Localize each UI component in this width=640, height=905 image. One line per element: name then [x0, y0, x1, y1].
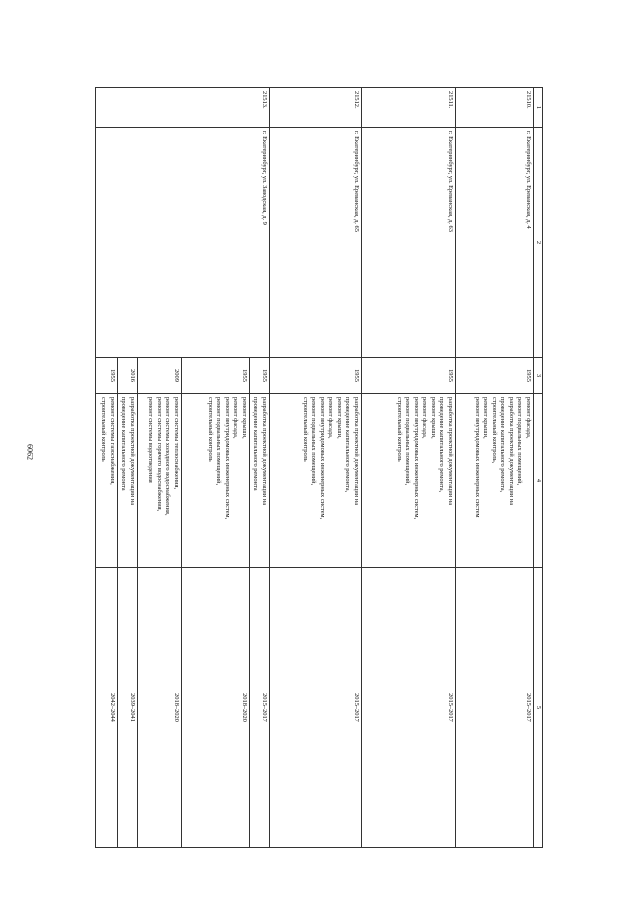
period-cell: 2042–2044 [95, 568, 117, 848]
work-item: строительный контроль [301, 397, 309, 462]
period-cell: 2015–2017 [269, 568, 361, 848]
header-col-5: 5 [533, 568, 542, 848]
year-cell: 2016 [117, 358, 137, 394]
works-cell [455, 394, 533, 568]
period-cell: 2018–2020 [137, 568, 181, 848]
work-item: ремонт крыши, [482, 397, 490, 439]
period-cell: 2015–2017 [455, 568, 533, 848]
year-cell: 2009 [137, 358, 181, 394]
header-col-2: 2 [533, 128, 542, 358]
row-number: 21510. [455, 88, 533, 128]
period-cell: 2018–2020 [181, 568, 249, 848]
work-item: ремонт подвальных помещений, [404, 397, 412, 486]
address-cell: г. Екатеринбург, ул. Заводская, д. 9 [95, 128, 269, 358]
works-cell [269, 394, 361, 568]
table-row [455, 88, 533, 848]
year-cell: 1955 [249, 358, 269, 394]
header-col-4: 4 [533, 394, 542, 568]
header-row [533, 88, 542, 848]
work-item: строительный контроль, [490, 397, 498, 464]
work-item: разработка проектной документации на [446, 397, 454, 506]
work-item: ремонт фасада, [524, 397, 532, 439]
works-cell [249, 394, 269, 568]
table-row [361, 88, 455, 848]
work-item: ремонт фасада, [421, 397, 429, 439]
work-item: ремонт системы холодного водоснабжения, [164, 397, 172, 516]
work-item: разработка проектной документации на [507, 397, 515, 506]
work-item: разработка проектной документации на [128, 397, 136, 506]
work-item: ремонт внутридомовых инженерных систем [473, 397, 481, 518]
work-item: ремонт внутридомовых инженерных систем, [412, 397, 420, 520]
year-cell: 1955 [269, 358, 361, 394]
work-item: ремонт подвальных помещений, [516, 397, 524, 486]
row-number: 21513. [95, 88, 269, 128]
work-item: ремонт внутридомовых инженерных систем, [318, 397, 326, 520]
work-item: проведение капитального ремонта, [344, 397, 352, 493]
period-cell: 2039–2041 [117, 568, 137, 848]
work-item: разработка проектной документации на [260, 397, 268, 506]
page-number: 6062 [25, 444, 35, 460]
work-item: ремонт фасада, [327, 397, 335, 439]
table-row [249, 88, 269, 848]
works-cell [117, 394, 137, 568]
address-cell: г. Екатеринбург, ул. Ереванская, д. 4 [455, 128, 533, 358]
work-item: проведение капитального ремонта [252, 397, 260, 491]
period-cell: 2015–2017 [361, 568, 455, 848]
work-item: проведение капитального ремонта, [499, 397, 507, 493]
works-cell [181, 394, 249, 568]
header-col-3: 3 [533, 358, 542, 394]
work-item: ремонт фасада, [232, 397, 240, 439]
year-cell: 1955 [455, 358, 533, 394]
address-cell: г. Екатеринбург, ул. Ереванская, д. 65 [269, 128, 361, 358]
repair-schedule-table [95, 87, 543, 848]
work-item: строительный контроль [100, 397, 108, 462]
works-cell [95, 394, 117, 568]
work-item: ремонт системы газоснабжения, [108, 397, 116, 485]
rotated-table-container [83, 87, 543, 847]
header-col-1: 1 [533, 88, 542, 128]
row-number: 21512. [269, 88, 361, 128]
work-item: строительный контроль [206, 397, 214, 462]
year-cell: 1955 [95, 358, 117, 394]
work-item: ремонт внутридомовых инженерных систем, [223, 397, 231, 520]
work-item: разработка проектной документации на [352, 397, 360, 506]
work-item: ремонт системы теплоснабжения, [172, 397, 180, 490]
work-item: ремонт подвальных помещений, [310, 397, 318, 486]
table-row [269, 88, 361, 848]
period-cell: 2015–2017 [249, 568, 269, 848]
work-item: проведение капитального ремонта, [438, 397, 446, 493]
work-item: ремонт крыши, [335, 397, 343, 439]
work-item: строительный контроль [395, 397, 403, 462]
work-item: ремонт подвальных помещений, [215, 397, 223, 486]
address-cell: г. Екатеринбург, ул. Ереванская, д. 63 [361, 128, 455, 358]
year-cell: 1955 [181, 358, 249, 394]
works-cell [361, 394, 455, 568]
work-item: проведение капитального ремонта [120, 397, 128, 491]
work-item: ремонт крыши, [240, 397, 248, 439]
row-number: 21511. [361, 88, 455, 128]
work-item: ремонт системы горячего водоснабжения, [155, 397, 163, 512]
work-item: ремонт крыши, [429, 397, 437, 439]
year-cell: 1955 [361, 358, 455, 394]
works-cell [137, 394, 181, 568]
work-item: ремонт системы водоотведения [147, 397, 155, 483]
